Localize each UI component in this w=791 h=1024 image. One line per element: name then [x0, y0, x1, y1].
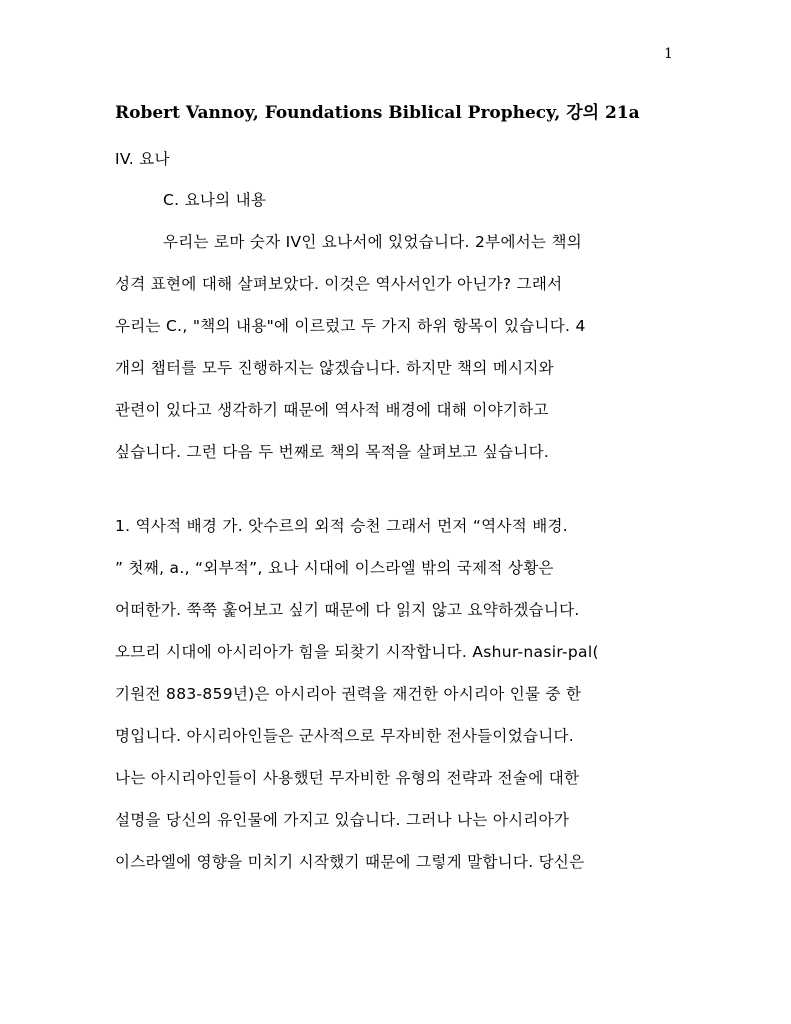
section-heading: IV. 요나 — [115, 150, 170, 168]
paragraph-line: 개의 챕터를 모두 진행하지는 않겠습니다. 하지만 책의 메시지와 — [115, 359, 554, 377]
paragraph-line: 1. 역사적 배경 가. 앗수르의 외적 승천 그래서 먼저 “역사적 배경. — [115, 517, 568, 535]
paragraph-line: ” 첫째, a., “외부적”, 요나 시대에 이스라엘 밖의 국제적 상황은 — [115, 559, 554, 577]
document-title: Robert Vannoy, Foundations Biblical Prophecy, 강의 21a — [115, 103, 640, 123]
paragraph-line: 명입니다. 아시리아인들은 군사적으로 무자비한 전사들이었습니다. — [115, 727, 575, 745]
paragraph-line: 기원전 883-859년)은 아시리아 권력을 재건한 아시리아 인물 중 한 — [115, 685, 582, 703]
paragraph-line: 오므리 시대에 아시리아가 힘을 되찾기 시작합니다. Ashur-nasir-pal( — [115, 643, 599, 661]
paragraph-line: 우리는 C., "책의 내용"에 이르렀고 두 가지 하위 항목이 있습니다. 4 — [115, 317, 586, 335]
paragraph-line: 성격 표현에 대해 살펴보았다. 이것은 역사서인가 아닌가? 그래서 — [115, 275, 563, 293]
paragraph-line: 이스라엘에 영향을 미치기 시작했기 때문에 그렇게 말합니다. 당신은 — [115, 853, 585, 871]
paragraph-line: 관련이 있다고 생각하기 때문에 역사적 배경에 대해 이야기하고 — [115, 401, 549, 419]
paragraph-line: 나는 아시리아인들이 사용했던 무자비한 유형의 전략과 전술에 대한 — [115, 769, 580, 787]
paragraph-line: 싶습니다. 그런 다음 두 번째로 책의 목적을 살펴보고 싶습니다. — [115, 443, 550, 461]
paragraph-line: 설명을 당신의 유인물에 가지고 있습니다. 그러나 나는 아시리아가 — [115, 811, 570, 829]
paragraph-line: 어떠한가. 쭉쭉 훑어보고 싶기 때문에 다 읽지 않고 요약하겠습니다. — [115, 601, 580, 619]
subsection-heading: C. 요나의 내용 — [163, 191, 267, 209]
paragraph-line: 우리는 로마 숫자 IV인 요나서에 있었습니다. 2부에서는 책의 — [163, 233, 583, 251]
page-number: 1 — [664, 46, 673, 62]
